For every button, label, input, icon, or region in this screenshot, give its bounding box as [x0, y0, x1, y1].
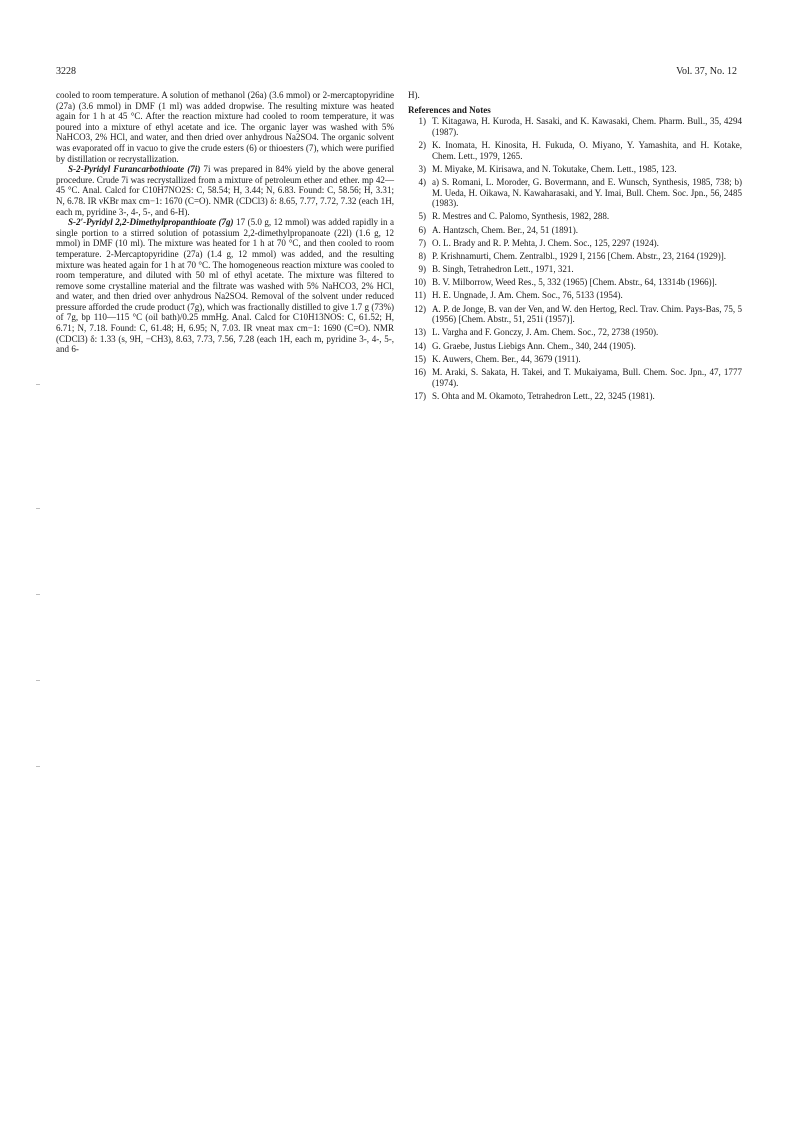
reference-item	[408, 140, 742, 161]
reference-number: 4)	[418, 176, 426, 187]
reference-text: S. Ohta and M. Okamoto, Tetrahedron Lett., 22, 3245 (1981).	[432, 390, 655, 401]
reference-item	[408, 290, 742, 301]
compound-7i-heading: S-2-Pyridyl Furancarbothioate (7i)	[68, 164, 201, 175]
reference-text: T. Kitagawa, H. Kuroda, H. Sasaki, and K. Kawasaki, Chem. Pharm. Bull., 35, 4294 (1987).	[432, 116, 742, 137]
reference-number: 16)	[413, 366, 426, 377]
reference-item	[408, 277, 742, 288]
reference-item	[408, 367, 742, 388]
reference-number: 12)	[413, 303, 426, 314]
reference-item	[408, 327, 742, 338]
reference-text: O. L. Brady and R. P. Mehta, J. Chem. Soc., 125, 2297 (1924).	[432, 237, 659, 248]
scan-margin-mark	[36, 766, 40, 767]
reference-text: R. Mestres and C. Palomo, Synthesis, 1982, 288.	[432, 211, 610, 222]
procedure-paragraph: cooled to room temperature. A solution of methanol (26a) (3.6 mmol) or 2-mercaptopyridine (27a) (3.6 mmol) in DMF (1 ml) was added dropwise. The resulting mixture was heated again for 1 h at 45 °C. After the reaction mixture had cooled to room temperature, it was poured into a mixture of ethyl acetate and ice. The organic layer was washed with 5% NaHCO3, 2% HCl, and water, and then dried over anhydrous Na2SO4. The organic solvent was evaporated off in vacuo to give the crude esters (6) or thioesters (7), which were purified by distillation or recrystallization.	[56, 90, 394, 164]
reference-item	[408, 164, 742, 175]
reference-text: K. Auwers, Chem. Ber., 44, 3679 (1911).	[432, 353, 581, 364]
reference-item	[408, 225, 742, 236]
compound-7g-paragraph	[56, 217, 394, 355]
reference-item	[408, 211, 742, 222]
reference-text: a) S. Romani, L. Moroder, G. Bovermann, and E. Wunsch, Synthesis, 1985, 738; b) M. Ueda, H. Oikawa, N. Kawaharasaki, and Y. Imai, Bull. Chem. Soc. Jpn., 56, 2485 (1983).	[432, 176, 742, 209]
reference-text: K. Inomata, H. Kinosita, H. Fukuda, O. Miyano, Y. Yamashita, and H. Kotake, Chem. Lett., 1979, 1265.	[432, 139, 742, 161]
reference-text: G. Graebe, Justus Liebigs Ann. Chem., 340, 244 (1905).	[432, 340, 636, 351]
reference-text: B. Singh, Tetrahedron Lett., 1971, 321.	[432, 264, 574, 275]
reference-number: 2)	[418, 139, 426, 150]
references-heading: References and Notes	[408, 104, 491, 115]
reference-item	[408, 238, 742, 249]
reference-text: A. Hantzsch, Chem. Ber., 24, 51 (1891).	[432, 224, 578, 235]
reference-item	[408, 177, 742, 209]
reference-number: 13)	[413, 327, 426, 338]
reference-item	[408, 116, 742, 137]
scan-margin-mark	[36, 508, 40, 509]
reference-item	[408, 391, 742, 402]
reference-number: 14)	[413, 340, 426, 351]
compound-7g-heading: S-2′-Pyridyl 2,2-Dimethylpropanthioate (7g)	[68, 217, 234, 228]
reference-number: 17)	[413, 390, 426, 401]
compound-7i-paragraph	[56, 164, 394, 217]
reference-item	[408, 354, 742, 365]
reference-text: L. Vargha and F. Gonczy, J. Am. Chem. Soc., 72, 2738 (1950).	[432, 327, 659, 338]
reference-number: 9)	[418, 264, 426, 275]
reference-number: 1)	[418, 116, 426, 127]
reference-text: H. E. Ungnade, J. Am. Chem. Soc., 76, 5133 (1954).	[432, 290, 623, 301]
reference-item	[408, 304, 742, 325]
scan-margin-mark	[36, 594, 40, 595]
reference-number: 8)	[418, 250, 426, 261]
reference-item	[408, 341, 742, 352]
page-header	[56, 66, 737, 80]
compound-7i-body: 7i was prepared in 84% yield by the above general procedure. Crude 7i was recrystallized from a mixture of petroleum ether and ether. mp 42—45 °C. Anal. Calcd for C10H7NO2S: C, 58.54; H, 3.44; N, 6.83. Found: C, 58.56; H, 3.31; N, 6.78. IR νKBr max cm−1: 1670 (C=O). NMR (CDCl3) δ: 8.65, 7.77, 7.72, 7.32 (each 1H, each m, pyridine 3-, 4-, 5-, and 6-H).	[56, 164, 394, 217]
reference-text: M. Araki, S. Sakata, H. Takei, and T. Mukaiyama, Bull. Chem. Soc. Jpn., 47, 1777 (1974).	[432, 366, 742, 388]
scan-margin-mark	[36, 384, 40, 385]
reference-item	[408, 264, 742, 275]
reference-item	[408, 251, 742, 262]
reference-number: 10)	[413, 277, 426, 288]
reference-text: M. Miyake, M. Kirisawa, and N. Tokutake, Chem. Lett., 1985, 123.	[432, 163, 677, 174]
carryover-text: H).	[408, 90, 420, 100]
reference-text: A. P. de Jonge, B. van der Ven, and W. den Hertog, Recl. Trav. Chim. Pays-Bas, 75, 5 (1956) [Chem. Abstr., 51, 251i (1957)].	[432, 303, 742, 325]
left-column	[56, 90, 394, 355]
reference-number: 6)	[418, 224, 426, 235]
reference-number: 5)	[418, 211, 426, 222]
scan-margin-mark	[36, 680, 40, 681]
compound-7g-body: 17 (5.0 g, 12 mmol) was added rapidly in a single portion to a stirred solution of potassium 2,2-dimethylpropanoate (22l) (1.6 g, 12 mmol) in DMF (10 ml). The mixture was heated for 1 h at 70 °C, and then cooled to room temperature. 2-Mercaptopyridine (27a) (1.4 g, 12 mmol) was added, and the resulting mixture was heated again for 1 h at 70 °C. The homogeneous reaction mixture was cooled to room temperature, and diluted with 50 ml of ethyl acetate. The mixture was filtered to remove some crystalline material and the filtrate was washed with 5% NaHCO3, 2% HCl, and water, and then dried over anhydrous Na2SO4. Removal of the solvent under reduced pressure afforded the crude product (7g), which was fractionally distilled to give 1.7 g (73%) of 7g, bp 110—115 °C (oil bath)/0.25 mmHg. Anal. Calcd for C10H13NOS: C, 61.52; H, 6.71; N, 7.18. Found: C, 61.48; H, 6.95; N, 7.03. IR νneat max cm−1: 1690 (C=O). NMR (CDCl3) δ: 1.33 (s, 9H, −CH3), 8.63, 7.73, 7.56, 7.28 (each 1H, each m, pyridine 3-, 4-, 5-, and 6-	[56, 217, 395, 355]
reference-list	[408, 116, 742, 401]
reference-text: B. V. Milborrow, Weed Res., 5, 332 (1965) [Chem. Abstr., 64, 13314b (1966)].	[432, 277, 717, 288]
reference-number: 7)	[418, 237, 426, 248]
reference-text: P. Krishnamurti, Chem. Zentralbl., 1929 I, 2156 [Chem. Abstr., 23, 2164 (1929)].	[432, 250, 726, 261]
right-column	[408, 90, 742, 404]
reference-number: 11)	[414, 290, 426, 301]
page-number: 3228	[56, 66, 76, 77]
running-head: Vol. 37, No. 12	[676, 66, 737, 77]
reference-number: 15)	[413, 353, 426, 364]
reference-number: 3)	[418, 163, 426, 174]
